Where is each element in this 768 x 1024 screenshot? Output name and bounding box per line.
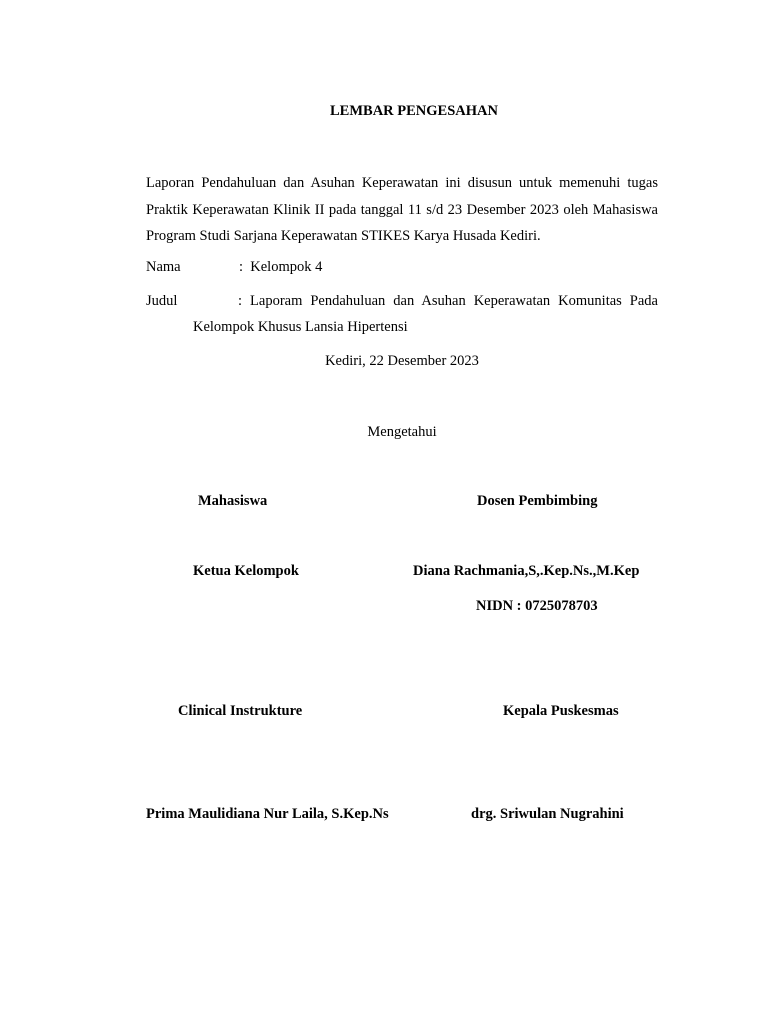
intro-paragraph: Laporan Pendahuluan dan Asuhan Keperawatan ini disusun untuk memenuhi tugas Praktik Keperawatan Klinik II pada tanggal 11 s/d 23 Desember 2023 oleh Mahasiswa Program Studi Sarjana Keperawatan STIKES Karya Husada Kediri. [146, 175, 658, 244]
dosen-name: Diana Rachmania,S,.Kep.Ns.,M.Kep [413, 563, 640, 579]
judul-value-line1: : Laporam Pendahuluan dan Asuhan Keperawatan Komunitas Pada [238, 293, 658, 309]
clinical-instructor-name: Prima Maulidiana Nur Laila, S.Kep.Ns [146, 806, 389, 822]
kepala-puskesmas-name: drg. Sriwulan Nugrahini [471, 806, 624, 822]
place-date: Kediri, 22 Desember 2023 [325, 353, 479, 369]
document-title: LEMBAR PENGESAHAN [330, 103, 498, 119]
mahasiswa-label: Mahasiswa [198, 493, 268, 509]
clinical-instructor-label: Clinical Instrukture [178, 703, 303, 719]
ketua-kelompok-name: Ketua Kelompok [193, 563, 299, 579]
nama-value: : Kelompok 4 [239, 259, 323, 275]
dosen-nidn: NIDN : 0725078703 [476, 598, 598, 614]
mengetahui-text: Mengetahui [367, 424, 437, 440]
judul-value-line2: Kelompok Khusus Lansia Hipertensi [193, 319, 408, 335]
nama-label: Nama [146, 259, 181, 275]
kepala-puskesmas-label: Kepala Puskesmas [503, 703, 619, 719]
dosen-pembimbing-label: Dosen Pembimbing [477, 493, 598, 509]
judul-label: Judul [146, 293, 178, 309]
